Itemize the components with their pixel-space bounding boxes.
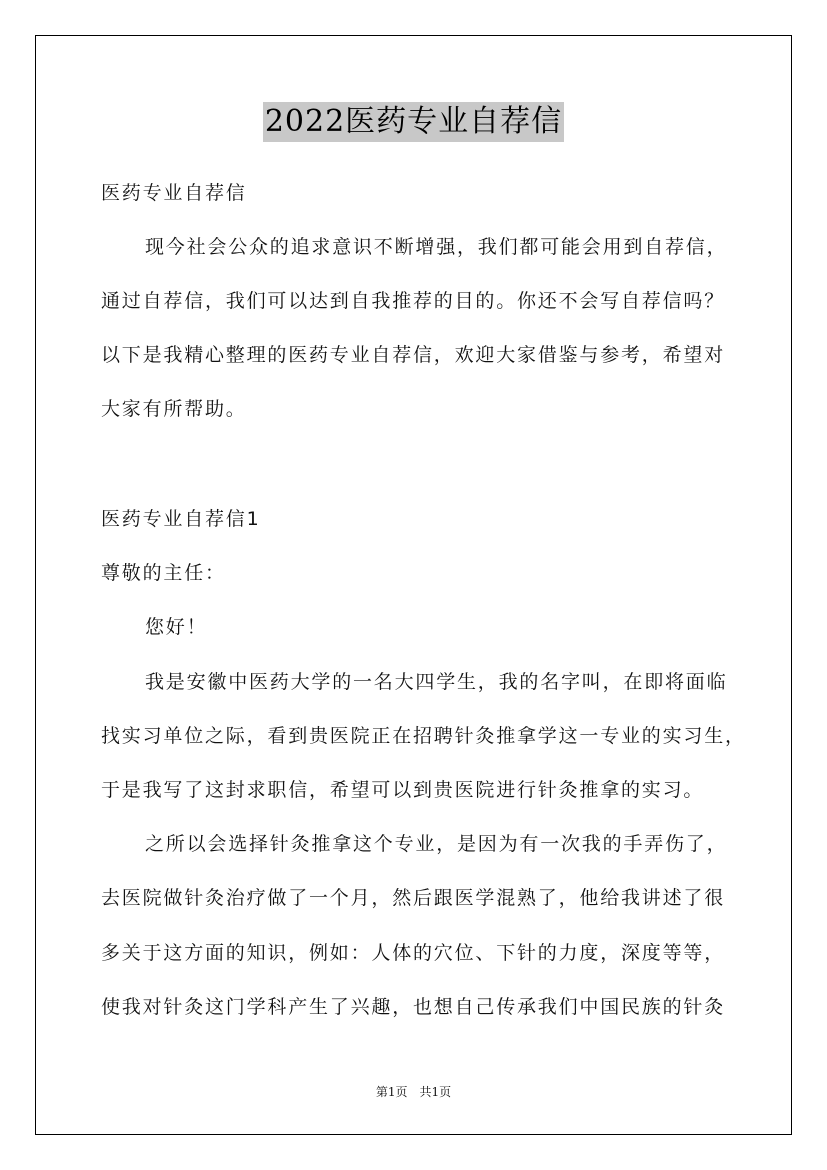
section-title: 医药专业自荐信1: [101, 508, 261, 530]
page-total: 共1页: [419, 1085, 452, 1099]
paragraph-line: 找实习单位之际，看到贵医院正在招聘针灸推拿学这一专业的实习生，: [101, 725, 746, 747]
intro-line: 以下是我精心整理的医药专业自荐信，欢迎大家借鉴与参考，希望对: [101, 344, 726, 366]
salutation: 尊敬的主任：: [101, 562, 226, 584]
paragraph-line: 多关于这方面的知识，例如：人体的穴位、下针的力度，深度等等，: [101, 942, 726, 964]
paragraph-line: 于是我写了这封求职信，希望可以到贵医院进行针灸推拿的实习。: [101, 779, 705, 801]
paragraph-line: 之所以会选择针灸推拿这个专业，是因为有一次我的手弄伤了，: [145, 833, 728, 855]
title-container: [0, 102, 827, 142]
intro-line: 现今社会公众的追求意识不断增强，我们都可能会用到自荐信，: [145, 236, 728, 258]
intro-line: 通过自荐信，我们可以达到自我推荐的目的。你还不会写自荐信吗？: [101, 290, 726, 312]
paragraph-line: 去医院做针灸治疗做了一个月，然后跟医学混熟了，他给我讲述了很: [101, 887, 726, 909]
document-heading: 医药专业自荐信: [101, 182, 247, 204]
paragraph-line: 我是安徽中医药大学的一名大四学生，我的名字叫，在即将面临: [145, 671, 728, 693]
document-title: 2022医药专业自荐信: [263, 102, 564, 142]
page-number: 第1页: [375, 1085, 408, 1099]
greeting: 您好！: [145, 616, 208, 638]
paragraph-line: 使我对针灸这门学科产生了兴趣，也想自己传承我们中国民族的针灸: [101, 996, 726, 1018]
page-footer: [0, 1083, 827, 1100]
intro-line: 大家有所帮助。: [101, 398, 247, 420]
